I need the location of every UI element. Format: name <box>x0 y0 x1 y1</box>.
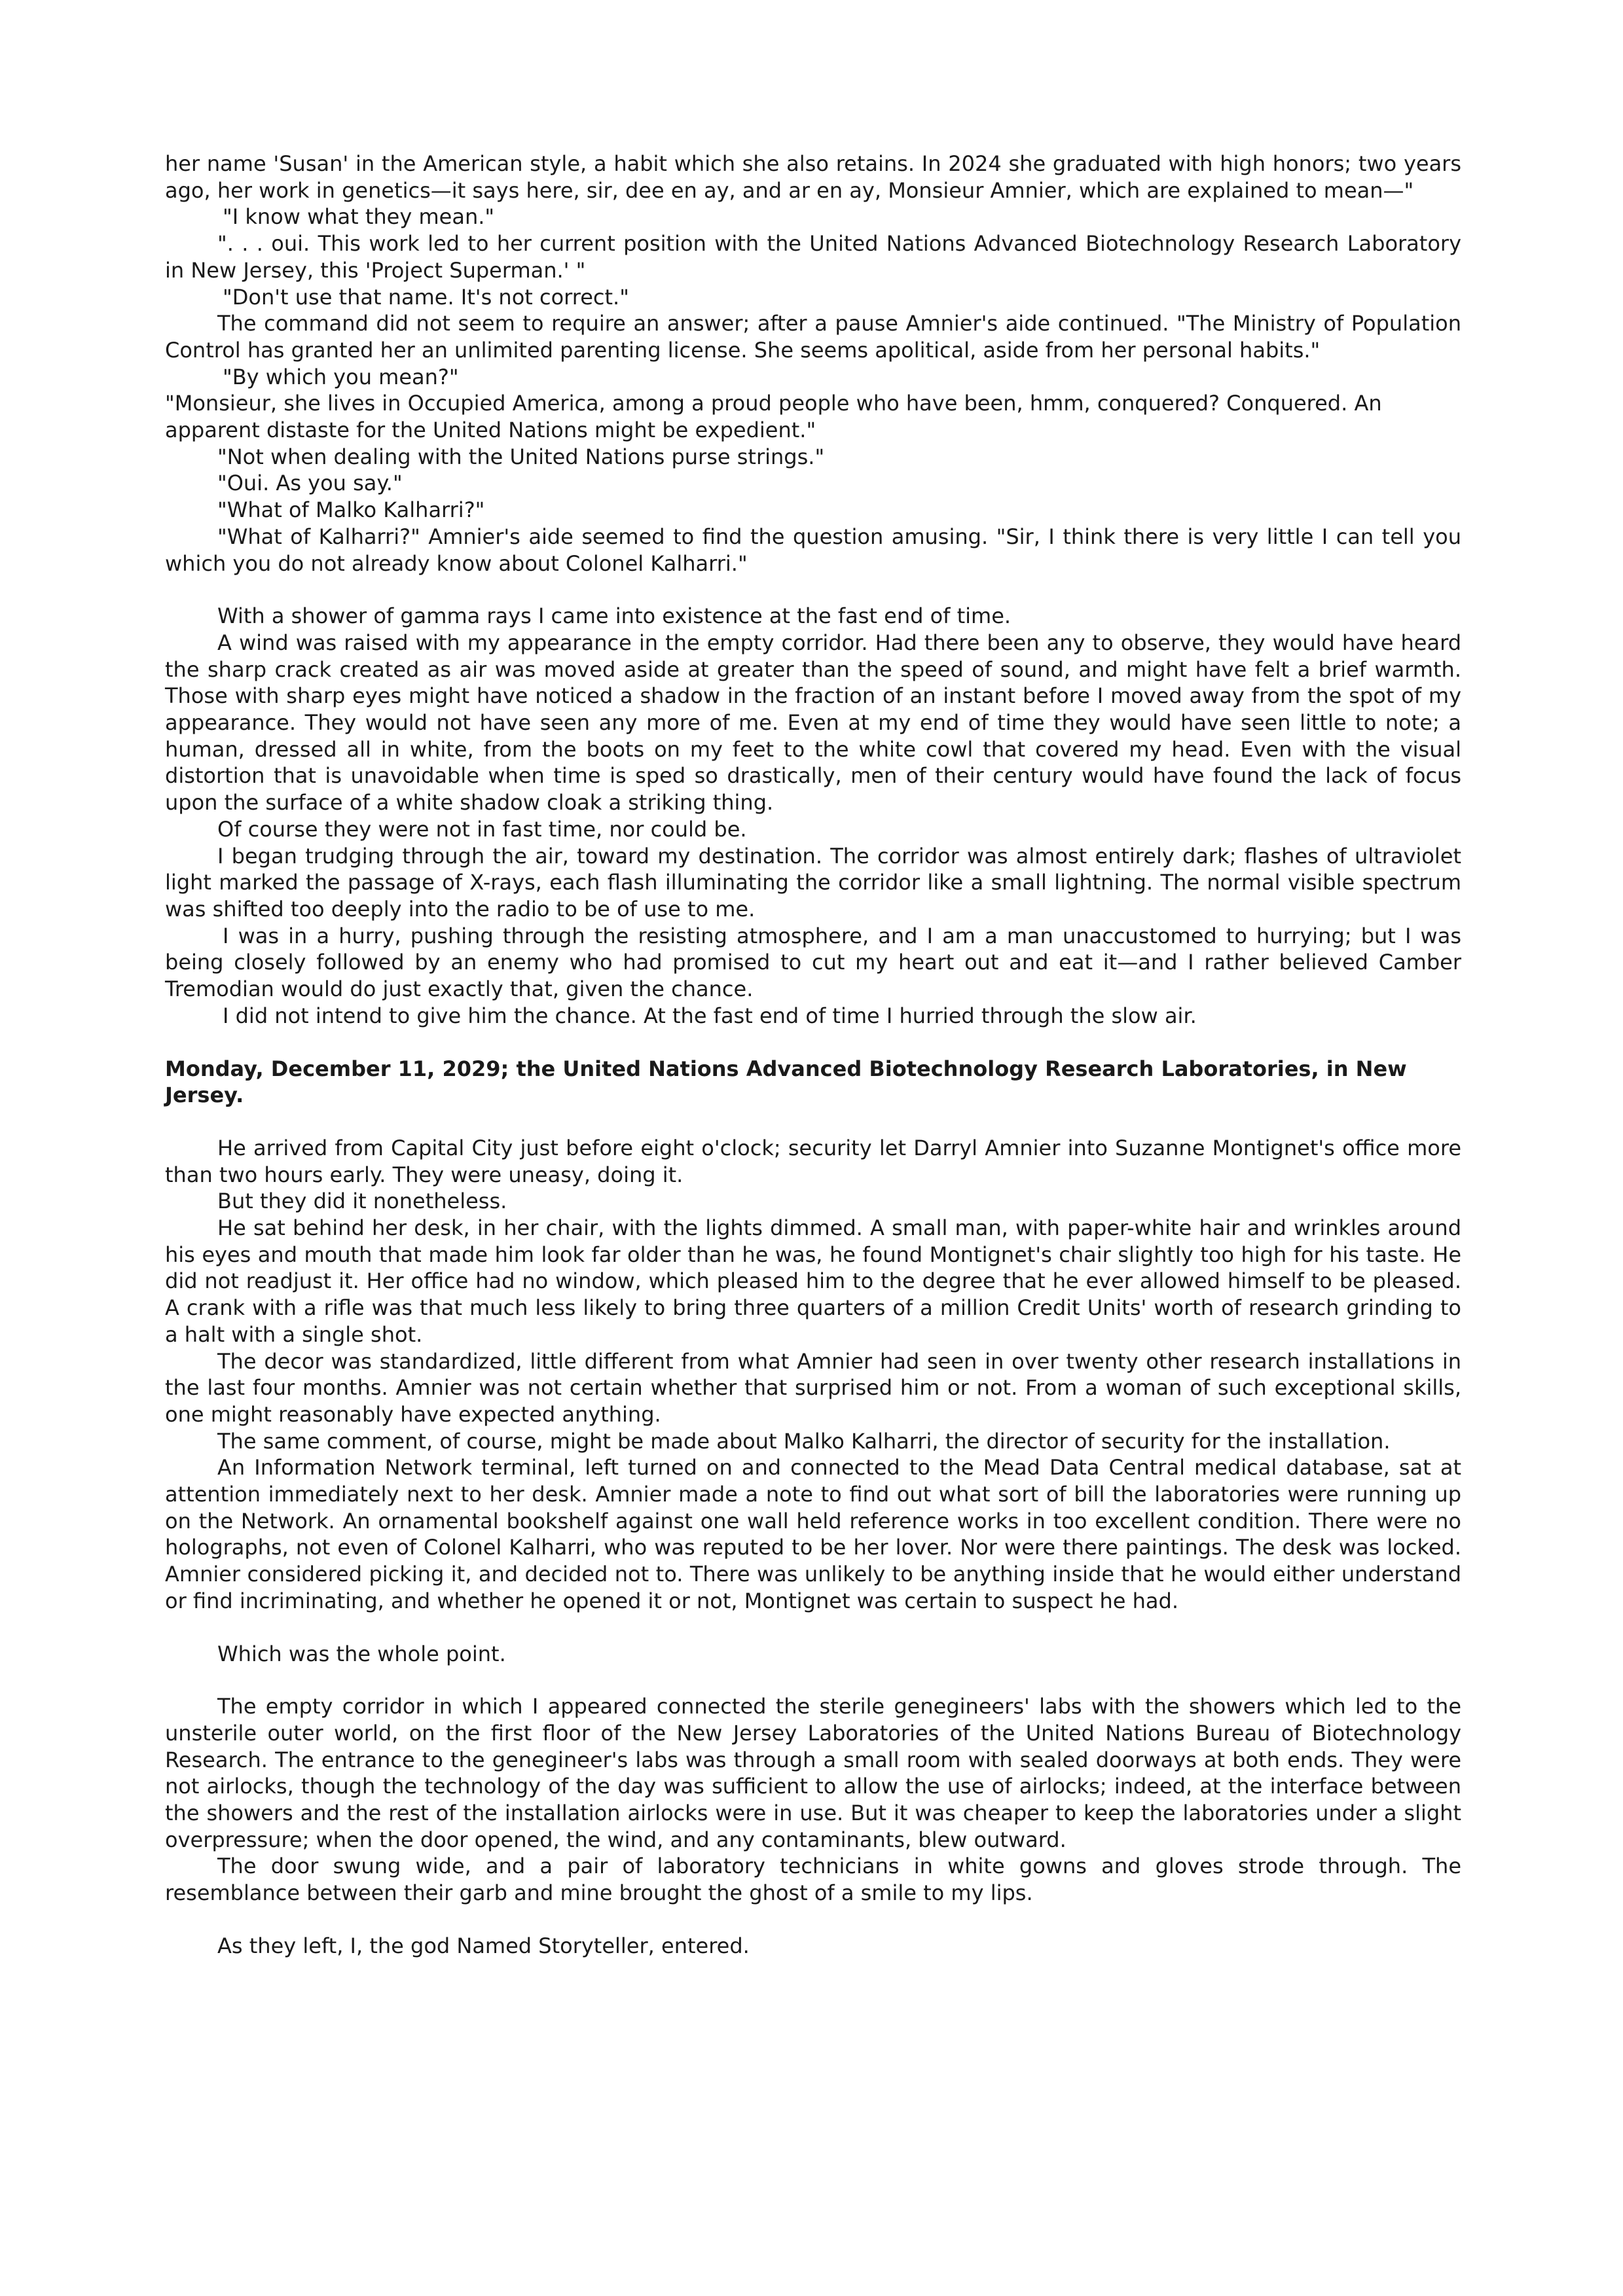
document-page <box>165 151 1461 1960</box>
paragraph: The same comment, of course, might be made about Malko Kalharri, the director of security for the installation. <box>217 1428 1391 1454</box>
paragraph: Which was the whole point. <box>217 1641 506 1666</box>
section-break <box>165 1109 1461 1135</box>
paragraph: He arrived from Capital City just before eight o'clock; security let Darryl Amnier into Suzanne Montignet's office more than two hours early. They were uneasy, doing it. <box>165 1135 1461 1187</box>
paragraph: A wind was raised with my appearance in the empty corridor. Had there been any to observe, they would have heard the sharp crack created as air was moved aside at greater than the speed of sound, and might have felt a brief warmth. Those with sharp eyes might have noticed a shadow in the fraction of an instant before I moved away from the spot of my appearance. They would not have seen any more of me. Even at my end of time they would have seen little to note; a human, dressed all in white, from the boots on my feet to the white cowl that covered my head. Even with the visual distortion that is unavoidable when time is sped so drastically, men of their century would have found the lack of focus upon the surface of a white shadow cloak a striking thing. <box>165 630 1461 816</box>
paragraph: The decor was standardized, little different from what Amnier had seen in over twenty other research installations in the last four months. Amnier was not certain whether that surprised him or not. From a woman of such exceptional skills, one might reasonably have expected anything. <box>165 1348 1461 1427</box>
paragraph: With a shower of gamma rays I came into existence at the fast end of time. <box>217 603 1012 629</box>
paragraph: "Don't use that name. It's not correct." <box>223 284 629 310</box>
paragraph: "Oui. As you say." <box>217 471 403 496</box>
section-break <box>165 1030 1461 1056</box>
paragraph: I was in a hurry, pushing through the resisting atmosphere, and I am a man unaccustomed to hurrying; but I was being closely followed by an enemy who had promised to cut my heart out and eat it—and I rather believed Camber Tremodian would do just exactly that, given the chance. <box>165 923 1461 1002</box>
paragraph: The empty corridor in which I appeared connected the sterile genegineers' labs with the showers which led to the unsterile outer world, on the first floor of the New Jersey Laboratories of the United Nations Bureau of Biotechnology Research. The entrance to the genegineer's labs was through a small room with sealed doorways at both ends. They were not airlocks, though the technology of the day was sufficient to allow the use of airlocks; indeed, at the interface between the showers and the rest of the installation airlocks were in use. But it was cheaper to keep the laboratories under a slight overpressure; when the door opened, the wind, and any contaminants, blew outward. <box>165 1694 1461 1852</box>
paragraph: The command did not seem to require an answer; after a pause Amnier's aide continued. "The Ministry of Population Control has granted her an unlimited parenting license. She seems apolitical, aside from her personal habits." <box>165 311 1461 363</box>
section-break <box>165 577 1461 603</box>
paragraph: "By which you mean?" <box>223 364 459 389</box>
paragraph: He sat behind her desk, in her chair, with the lights dimmed. A small man, with paper-white hair and wrinkles around his eyes and mouth that made him look far older than he was, he found Montignet's chair slightly too high for his taste. He did not readjust it. Her office had no window, which pleased him to the degree that he ever allowed himself to be pleased. A crank with a rifle was that much less likely to bring three quarters of a million Credit Units' worth of research grinding to a halt with a single shot. <box>165 1215 1461 1347</box>
paragraph: "I know what they mean." <box>223 204 495 230</box>
paragraph: I began trudging through the air, toward my destination. The corridor was almost entirely dark; flashes of ultraviolet light marked the passage of X-rays, each flash illuminating the corridor like a small lightning. The normal visible spectrum was shifted too deeply into the radio to be of use to me. <box>165 843 1461 922</box>
section-break <box>165 1907 1461 1933</box>
paragraph: "What of Malko Kalharri?" <box>217 497 485 523</box>
section-break <box>165 1667 1461 1693</box>
paragraph: An Information Network terminal, left turned on and connected to the Mead Data Central medical database, sat at attention immediately next to her desk. Amnier made a note to find out what sort of bill the laboratories were running up on the Network. An ornamental bookshelf against one wall held reference works in too excellent condition. There were no holographs, not even of Colonel Kalharri, who was reputed to be her lover. Nor were there paintings. The desk was locked. Amnier considered picking it, and decided not to. There was unlikely to be anything inside that he would either understand or find incriminating, and whether he opened it or not, Montignet was certain to suspect he had. <box>165 1455 1461 1613</box>
paragraph: "What of Kalharri?" Amnier's aide seemed to find the question amusing. "Sir, I think there is very little I can tell you which you do not already know about Colonel Kalharri." <box>165 524 1461 576</box>
paragraph: ". . . oui. This work led to her current position with the United Nations Advanced Biotechnology Research Laboratory in New Jersey, this 'Project Superman.' " <box>165 231 1461 283</box>
paragraph: "Not when dealing with the United Nations purse strings." <box>217 444 825 469</box>
paragraph: Of course they were not in fast time, nor could be. <box>217 816 747 842</box>
paragraph: I did not intend to give him the chance. At the fast end of time I hurried through the slow air. <box>223 1003 1197 1028</box>
paragraph: But they did it nonetheless. <box>217 1189 507 1214</box>
section-heading: Monday, December 11, 2029; the United Nations Advanced Biotechnology Research Laboratories, in New Jersey. <box>165 1056 1407 1108</box>
paragraph: her name 'Susan' in the American style, a habit which she also retains. In 2024 she graduated with high honors; two years ago, her work in genetics—it says here, sir, dee en ay, and ar en ay, Monsieur Amnier, which are explained to mean—" <box>165 151 1461 203</box>
paragraph: "Monsieur, she lives in Occupied America, among a proud people who have been, hmm, conquered? Conquered. An apparent distaste for the United Nations might be expedient." <box>165 391 1382 443</box>
section-break <box>165 1615 1461 1641</box>
paragraph: As they left, I, the god Named Storyteller, entered. <box>217 1933 750 1958</box>
paragraph: The door swung wide, and a pair of laboratory technicians in white gowns and gloves strode through. The resemblance between their garb and mine brought the ghost of a smile to my lips. <box>165 1854 1461 1906</box>
